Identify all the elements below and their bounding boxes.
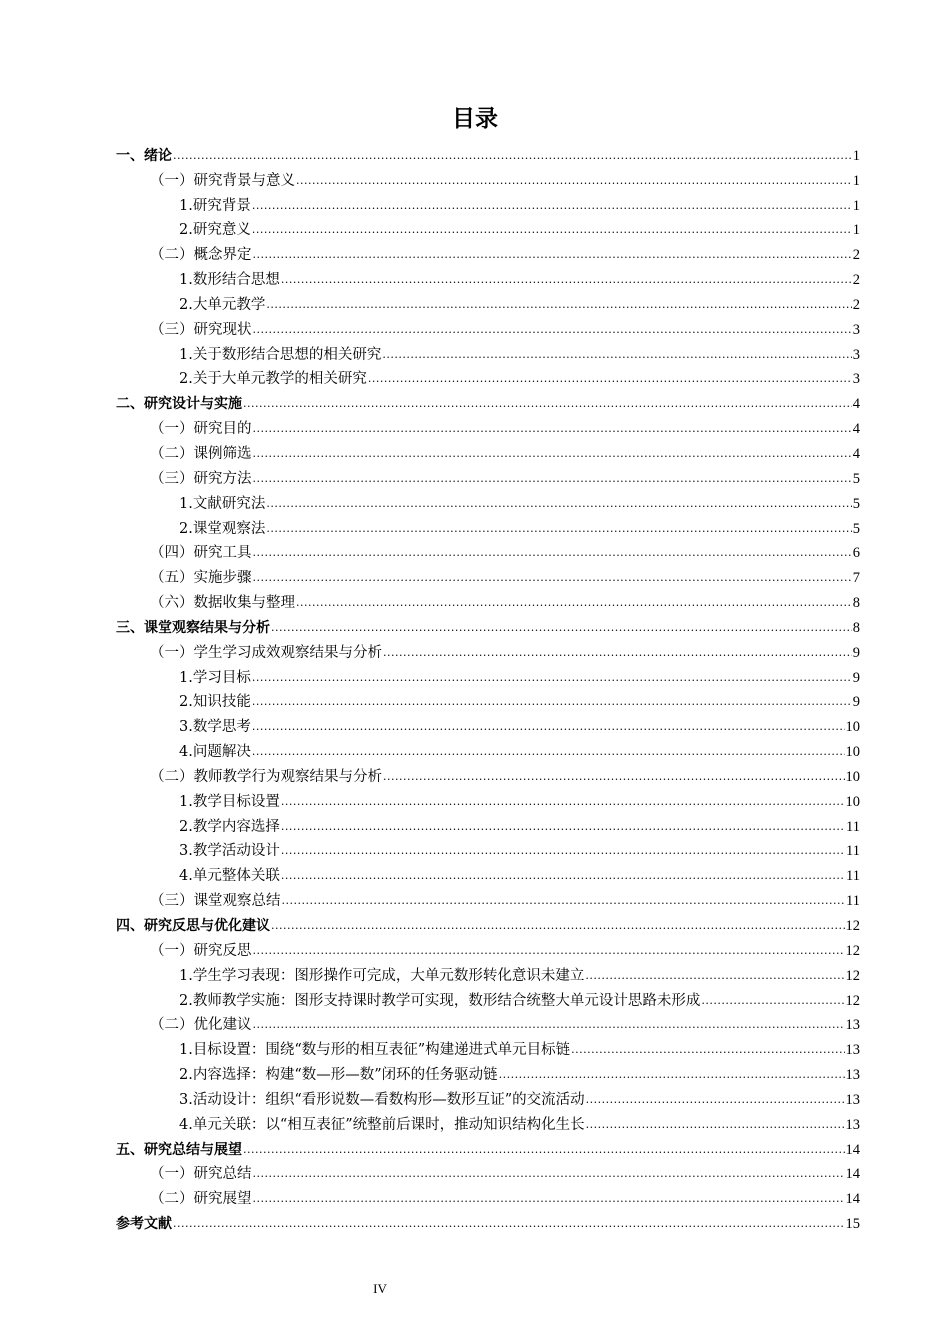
toc-entry-page-number: 13 — [845, 1067, 860, 1084]
dot-leader — [253, 940, 845, 962]
dot-leader — [281, 269, 852, 291]
toc-entry-label: 三、课堂观察结果与分析 — [116, 619, 270, 636]
dot-leader — [252, 691, 852, 713]
toc-entry-page-number: 4 — [852, 421, 860, 438]
toc-entry[interactable] — [116, 266, 860, 291]
toc-entry-page-number: 4 — [852, 396, 860, 413]
dot-leader — [253, 1188, 845, 1210]
dot-leader — [266, 518, 851, 540]
toc-entry-page-number: 2 — [852, 296, 860, 313]
toc-entry-label: （二）优化建议 — [150, 1017, 252, 1034]
toc-entry-page-number: 1 — [852, 222, 860, 239]
dot-leader — [585, 965, 844, 987]
toc-entry[interactable] — [116, 291, 860, 316]
toc-entry-label: （三）研究方法 — [150, 470, 252, 487]
toc-entry[interactable] — [116, 490, 860, 515]
table-of-contents — [116, 142, 860, 1235]
dot-leader — [252, 716, 845, 738]
toc-entry-label: （一）研究目的 — [150, 421, 252, 438]
toc-entry-label: 1.目标设置：围绕“数与形的相互表征”构建递进式单元目标链 — [179, 1042, 571, 1059]
toc-entry-page-number: 1 — [852, 172, 860, 189]
dot-leader — [571, 1039, 844, 1061]
toc-entry[interactable] — [116, 788, 860, 813]
toc-entry-label: 2.关于大单元教学的相关研究 — [179, 371, 367, 388]
toc-entry-label: 4.问题解决 — [179, 744, 251, 761]
toc-entry[interactable] — [116, 540, 860, 565]
toc-entry[interactable] — [116, 1185, 860, 1210]
toc-entry-page-number: 10 — [845, 768, 860, 785]
dot-leader — [252, 741, 845, 763]
toc-entry[interactable] — [116, 689, 860, 714]
toc-entry-page-number: 11 — [846, 893, 860, 910]
toc-entry-page-number: 3 — [852, 346, 860, 363]
toc-entry[interactable] — [116, 813, 860, 838]
toc-entry-page-number: 11 — [846, 868, 860, 885]
dot-leader — [243, 1139, 845, 1161]
dot-leader — [282, 890, 846, 912]
toc-entry-label: （六）数据收集与整理 — [150, 595, 295, 612]
dot-leader — [243, 393, 852, 415]
toc-entry[interactable] — [116, 465, 860, 490]
toc-entry-label: （一）学生学习成效观察结果与分析 — [150, 644, 382, 661]
toc-entry-page-number: 9 — [852, 669, 860, 686]
toc-entry[interactable] — [116, 1012, 860, 1037]
dot-leader — [271, 617, 852, 639]
dot-leader — [296, 592, 852, 614]
dot-leader — [253, 542, 852, 564]
toc-entry-label: （一）研究背景与意义 — [150, 172, 295, 189]
toc-entry-page-number: 12 — [845, 992, 860, 1009]
toc-entry-page-number: 1 — [852, 197, 860, 214]
dot-leader — [281, 816, 845, 838]
toc-entry[interactable] — [116, 738, 860, 763]
toc-entry[interactable] — [116, 564, 860, 589]
toc-entry[interactable] — [116, 192, 860, 217]
toc-entry[interactable] — [116, 1036, 860, 1061]
toc-entry-label: 1.学生学习表现：图形操作可完成，大单元数形转化意识未建立 — [179, 967, 585, 984]
dot-leader — [368, 368, 852, 390]
toc-entry-label: 一、绪论 — [116, 147, 172, 164]
toc-entry-page-number: 12 — [845, 967, 860, 984]
toc-entry-label: 3.教学活动设计 — [179, 843, 280, 860]
toc-entry[interactable] — [116, 167, 860, 192]
toc-entry[interactable] — [116, 217, 860, 242]
toc-entry-page-number: 3 — [852, 371, 860, 388]
toc-entry[interactable] — [116, 1136, 860, 1161]
dot-leader — [586, 1089, 845, 1111]
toc-entry[interactable] — [116, 887, 860, 912]
toc-entry-label: （二）概念界定 — [150, 247, 252, 264]
dot-leader — [271, 915, 845, 937]
dot-leader — [253, 1163, 845, 1185]
toc-entry[interactable] — [116, 316, 860, 341]
toc-entry-label: 3.活动设计：组织“看形说数—看数构形—数形互证”的交流活动 — [179, 1091, 585, 1108]
toc-entry-label: （一）研究反思 — [150, 942, 252, 959]
toc-entry-page-number: 14 — [845, 1166, 860, 1183]
toc-entry-label: 1.学习目标 — [179, 669, 251, 686]
toc-entry-label: （二）研究展望 — [150, 1191, 252, 1208]
toc-entry-label: （二）教师教学行为观察结果与分析 — [150, 768, 382, 785]
dot-leader — [253, 1014, 845, 1036]
toc-entry-page-number: 10 — [845, 793, 860, 810]
dot-leader — [253, 319, 852, 341]
toc-entry-page-number: 2 — [852, 272, 860, 289]
toc-entry-label: （二）课例筛选 — [150, 445, 252, 462]
toc-entry-label: 1.研究背景 — [179, 197, 251, 214]
toc-entry-label: 2.课堂观察法 — [179, 520, 266, 537]
toc-entry-label: 1.文献研究法 — [179, 495, 266, 512]
toc-entry-page-number: 5 — [852, 495, 860, 512]
toc-entry-page-number: 1 — [852, 147, 860, 164]
dot-leader — [499, 1064, 845, 1086]
toc-entry-page-number: 13 — [845, 1116, 860, 1133]
toc-entry-page-number: 14 — [845, 1191, 860, 1208]
dot-leader — [281, 865, 845, 887]
dot-leader — [252, 219, 852, 241]
toc-entry-label: （三）研究现状 — [150, 321, 252, 338]
toc-entry[interactable] — [116, 912, 860, 937]
dot-leader — [383, 766, 845, 788]
dot-leader — [383, 642, 852, 664]
toc-entry-page-number: 9 — [852, 644, 860, 661]
toc-entry-label: 二、研究设计与实施 — [116, 396, 242, 413]
toc-entry-page-number: 2 — [852, 247, 860, 264]
toc-entry[interactable] — [116, 1161, 860, 1186]
toc-entry-label: （三）课堂观察总结 — [150, 893, 281, 910]
toc-entry-label: 五、研究总结与展望 — [116, 1141, 242, 1158]
toc-entry-page-number: 10 — [845, 744, 860, 761]
toc-entry[interactable] — [116, 366, 860, 391]
dot-leader — [173, 145, 852, 167]
toc-entry[interactable] — [116, 639, 860, 664]
toc-entry-label: 3.数学思考 — [179, 719, 251, 736]
toc-entry-label: （五）实施步骤 — [150, 570, 252, 587]
toc-entry[interactable] — [116, 440, 860, 465]
toc-entry[interactable] — [116, 713, 860, 738]
dot-leader — [266, 294, 851, 316]
toc-entry[interactable] — [116, 142, 860, 167]
toc-entry-label: （一）研究总结 — [150, 1166, 252, 1183]
toc-entry-page-number: 5 — [852, 470, 860, 487]
toc-entry[interactable] — [116, 241, 860, 266]
toc-entry[interactable] — [116, 1061, 860, 1086]
toc-entry-page-number: 5 — [852, 520, 860, 537]
toc-entry-page-number: 8 — [852, 595, 860, 612]
toc-entry[interactable] — [116, 515, 860, 540]
toc-entry-label: 2.大单元教学 — [179, 296, 266, 313]
toc-entry-label: 2.研究意义 — [179, 222, 251, 239]
toc-entry-page-number: 4 — [852, 445, 860, 462]
dot-leader — [253, 418, 852, 440]
dot-leader — [253, 468, 852, 490]
toc-entry-label: 2.内容选择：构建“数—形—数”闭环的任务驱动链 — [179, 1067, 498, 1084]
dot-leader — [701, 990, 844, 1012]
toc-entry-page-number: 3 — [852, 321, 860, 338]
toc-entry-page-number: 8 — [852, 619, 860, 636]
toc-entry[interactable] — [116, 1111, 860, 1136]
toc-entry-label: 四、研究反思与优化建议 — [116, 918, 270, 934]
dot-leader — [281, 791, 845, 813]
toc-entry-page-number: 12 — [845, 942, 860, 959]
toc-entry-label: 2.知识技能 — [179, 694, 251, 711]
toc-entry-label: 参考文献 — [116, 1216, 172, 1233]
toc-entry-label: 4.单元关联：以“相互表征”统整前后课时，推动知识结构化生长 — [179, 1116, 585, 1133]
toc-entry[interactable] — [116, 415, 860, 440]
toc-entry-label: 2.教学内容选择 — [179, 818, 280, 835]
toc-entry-page-number: 9 — [852, 694, 860, 711]
dot-leader — [296, 170, 852, 192]
toc-entry-page-number: 15 — [845, 1216, 860, 1233]
dot-leader — [253, 443, 852, 465]
toc-entry[interactable] — [116, 962, 860, 987]
toc-entry[interactable] — [116, 1210, 860, 1235]
toc-entry-page-number: 13 — [845, 1017, 860, 1034]
toc-entry-label: 1.数形结合思想 — [179, 272, 280, 289]
toc-entry-page-number: 14 — [845, 1141, 860, 1158]
toc-entry-page-number: 13 — [845, 1091, 860, 1108]
toc-entry[interactable] — [116, 614, 860, 639]
toc-entry[interactable] — [116, 589, 860, 614]
toc-entry[interactable] — [116, 937, 860, 962]
toc-entry-label: 1.关于数形结合思想的相关研究 — [179, 346, 382, 363]
toc-entry-label: 4.单元整体关联 — [179, 868, 280, 885]
toc-entry[interactable] — [116, 341, 860, 366]
toc-entry[interactable] — [116, 838, 860, 863]
dot-leader — [173, 1213, 845, 1235]
toc-entry-page-number: 7 — [852, 570, 860, 587]
toc-title: 目录 — [452, 106, 498, 132]
dot-leader — [253, 567, 852, 589]
toc-entry-page-number: 11 — [846, 818, 860, 835]
dot-leader — [253, 244, 852, 266]
toc-entry[interactable] — [116, 987, 860, 1012]
dot-leader — [252, 667, 852, 689]
toc-entry-label: 1.教学目标设置 — [179, 793, 280, 810]
toc-entry[interactable] — [116, 763, 860, 788]
dot-leader — [266, 493, 851, 515]
toc-entry[interactable] — [116, 862, 860, 887]
toc-entry-page-number: 13 — [845, 1042, 860, 1059]
dot-leader — [281, 840, 845, 862]
dot-leader — [586, 1114, 845, 1136]
toc-entry-page-number: 10 — [845, 719, 860, 736]
toc-entry-label: （四）研究工具 — [150, 545, 252, 562]
toc-entry-page-number: 6 — [852, 545, 860, 562]
dot-leader — [252, 195, 852, 217]
toc-entry-label: 2.教师教学实施：图形支持课时教学可实现，数形结合统整大单元设计思路未形成 — [179, 992, 701, 1009]
page-number-footer: IV — [373, 1281, 387, 1296]
toc-entry[interactable] — [116, 390, 860, 415]
toc-entry[interactable] — [116, 664, 860, 689]
dot-leader — [382, 344, 851, 366]
toc-entry-page-number: 11 — [846, 843, 860, 860]
toc-entry-page-number: 12 — [845, 918, 860, 934]
toc-entry[interactable] — [116, 1086, 860, 1111]
